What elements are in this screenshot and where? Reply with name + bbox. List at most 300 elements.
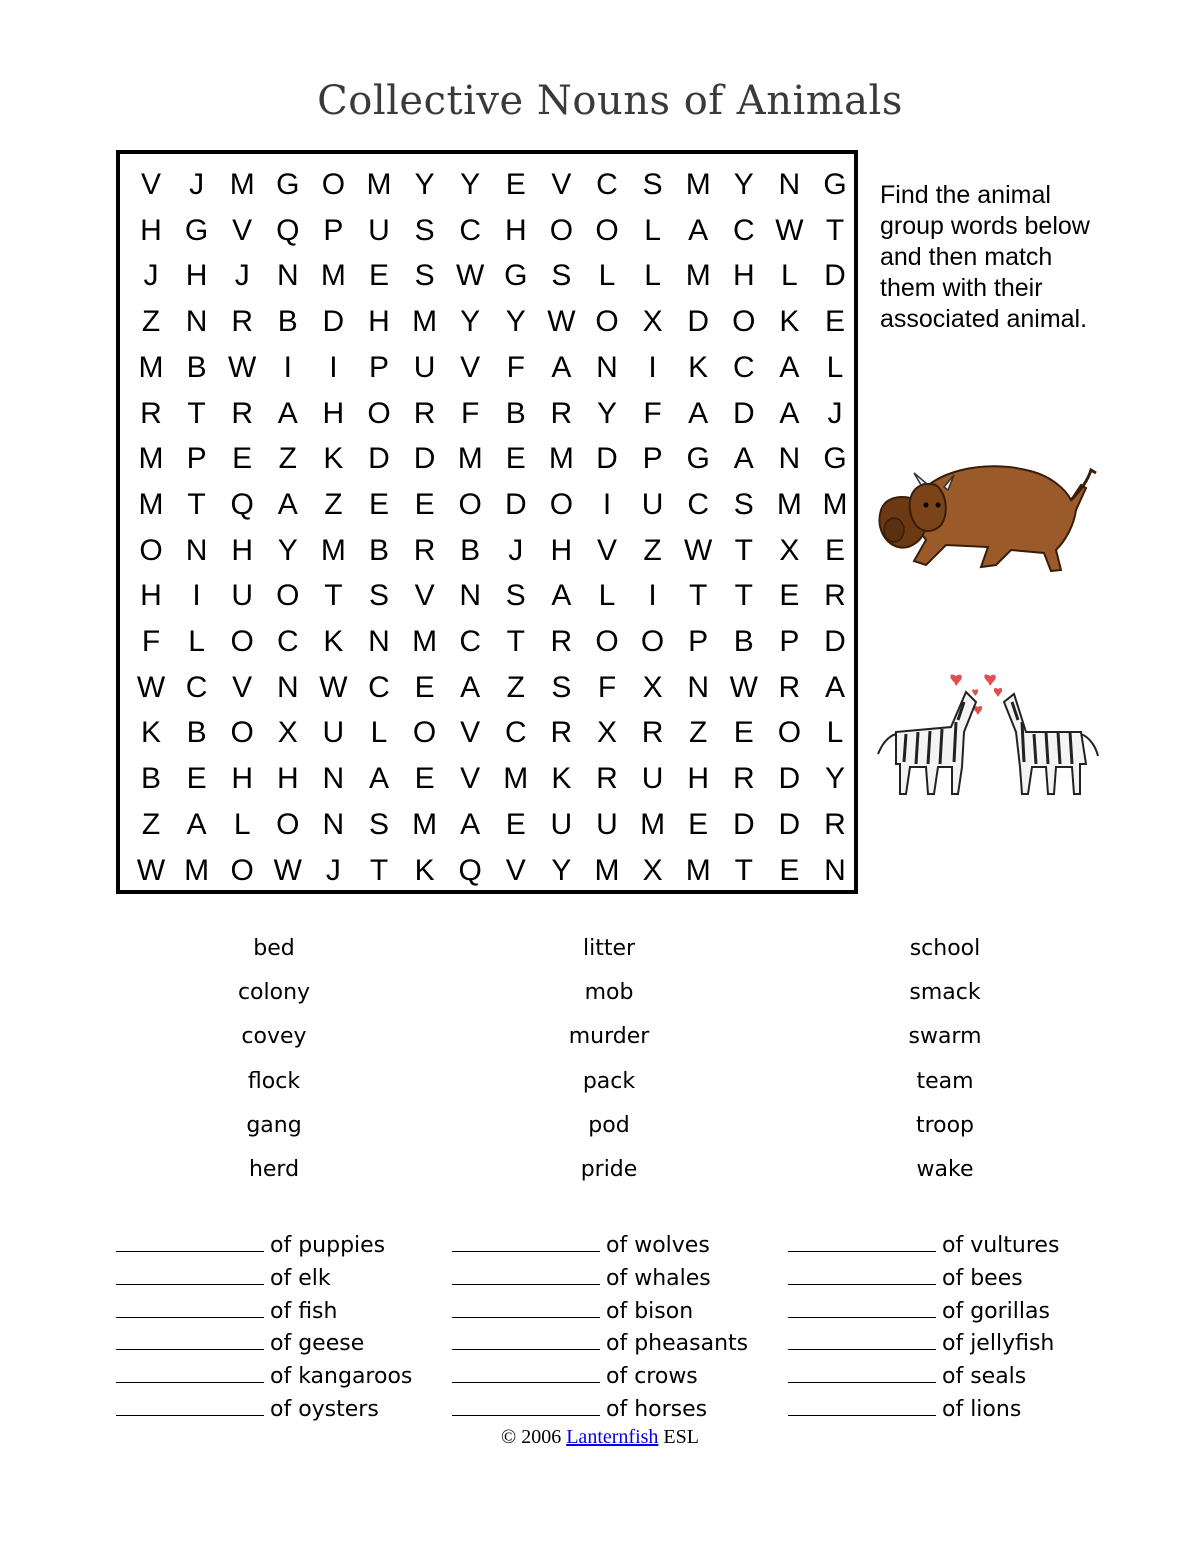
grid-letter[interactable]: M (685, 853, 711, 887)
grid-letter[interactable]: O (732, 305, 756, 339)
grid-letter[interactable]: U (231, 579, 254, 613)
grid-letter[interactable]: D (687, 305, 710, 339)
grid-letter[interactable]: D (413, 442, 436, 476)
grid-letter[interactable]: S (551, 259, 572, 293)
answer-blank[interactable] (452, 1262, 600, 1285)
answer-blank[interactable] (788, 1327, 936, 1350)
match-row (788, 1229, 1118, 1262)
grid-letter[interactable]: H (504, 213, 527, 247)
grid-letter[interactable]: E (186, 762, 207, 796)
grid-letter[interactable]: B (460, 533, 481, 567)
page-title: Collective Nouns of Animals (317, 78, 903, 124)
grid-letter[interactable]: C (596, 168, 618, 201)
grid-letter[interactable]: A (186, 807, 207, 841)
grid-letter[interactable]: D (504, 487, 527, 521)
grid-letter[interactable]: O (640, 625, 665, 658)
grid-letter[interactable]: E (779, 579, 800, 613)
grid-letter[interactable]: J (325, 853, 341, 887)
grid-letter[interactable]: M (320, 533, 346, 567)
grid-letter[interactable]: Z (324, 487, 343, 521)
grid-letter[interactable]: A (551, 579, 572, 613)
grid-letter[interactable]: Y (551, 853, 572, 887)
grid-letter[interactable]: M (138, 350, 164, 384)
grid-letter[interactable]: K (323, 442, 344, 476)
answer-blank[interactable] (116, 1360, 264, 1383)
grid-letter[interactable]: X (642, 853, 663, 887)
grid-letter[interactable]: F (597, 670, 617, 704)
match-row (788, 1295, 1118, 1328)
grid-letter[interactable]: W (273, 853, 302, 887)
grid-letter[interactable]: W (319, 670, 348, 704)
grid-letter[interactable]: M (503, 762, 529, 796)
grid-letter[interactable]: Y (414, 168, 435, 201)
grid-letter[interactable]: J (234, 259, 250, 293)
grid-letter[interactable]: T (734, 533, 753, 567)
grid-letter[interactable]: U (368, 213, 390, 247)
answer-blank[interactable] (116, 1327, 264, 1350)
grid-letter[interactable]: A (688, 396, 709, 430)
match-animal-label: of bison (606, 1298, 694, 1324)
grid-letter[interactable]: Z (141, 305, 161, 339)
grid-letter[interactable]: M (685, 168, 711, 201)
match-animal-label: of wolves (606, 1233, 710, 1258)
grid-letter[interactable]: B (505, 396, 526, 430)
grid-letter[interactable]: R (550, 716, 573, 750)
grid-letter[interactable]: J (508, 533, 524, 567)
grid-letter[interactable]: E (414, 670, 435, 704)
grid-letter[interactable]: W (684, 533, 713, 567)
grid-letter[interactable]: F (461, 396, 480, 430)
grid-letter[interactable]: T (187, 396, 206, 430)
grid-letter[interactable]: D (732, 396, 755, 430)
grid-letter[interactable]: D (322, 305, 345, 339)
grid-letter[interactable]: L (598, 579, 616, 613)
grid-letter[interactable]: N (185, 533, 208, 567)
grid-letter[interactable]: T (734, 853, 753, 887)
grid-letter[interactable]: V (232, 213, 253, 247)
grid-letter[interactable]: K (551, 762, 572, 796)
grid-row (120, 619, 854, 665)
grid-letter[interactable]: N (824, 853, 846, 887)
grid-letter[interactable]: T (369, 853, 389, 887)
grid-letter[interactable]: O (595, 625, 619, 658)
grid-letter[interactable]: S (642, 168, 663, 201)
grid-letter[interactable]: D (824, 259, 846, 293)
grid-letter[interactable]: V (140, 168, 161, 201)
grid-letter[interactable]: J (827, 396, 843, 430)
grid-letter[interactable]: U (641, 762, 664, 796)
grid-letter[interactable]: T (825, 213, 845, 247)
grid-letter[interactable]: M (457, 442, 483, 476)
grid-letter[interactable]: R (413, 533, 436, 567)
grid-letter[interactable]: O (139, 533, 163, 567)
grid-letter[interactable]: G (823, 442, 847, 476)
grid-letter[interactable]: A (733, 442, 754, 476)
grid-letter[interactable]: I (648, 579, 657, 613)
grid-letter[interactable]: I (329, 350, 338, 384)
grid-letter[interactable]: C (687, 487, 710, 521)
answer-blank[interactable] (116, 1262, 264, 1285)
grid-letter[interactable]: O (230, 625, 254, 658)
grid-letter[interactable]: W (136, 670, 166, 704)
grid-letter[interactable]: M (594, 853, 620, 887)
grid-letter[interactable]: M (229, 168, 255, 201)
grid-letter[interactable]: O (595, 213, 619, 247)
grid-letter[interactable]: V (460, 762, 481, 796)
grid-row (120, 391, 854, 437)
word-list-column-2 (509, 932, 709, 1197)
grid-letter[interactable]: L (826, 716, 844, 750)
grid-letter[interactable]: U (322, 716, 345, 750)
grid-letter[interactable]: R (550, 396, 573, 430)
grid-letter[interactable]: M (548, 442, 574, 476)
word-list-item: pod (588, 1112, 630, 1138)
grid-letter[interactable]: W (775, 213, 804, 247)
grid-letter[interactable]: W (547, 305, 576, 339)
grid-letter[interactable]: B (733, 625, 754, 658)
grid-letter[interactable]: Z (278, 442, 297, 476)
grid-letter[interactable]: R (596, 762, 618, 796)
grid-letter[interactable]: P (323, 213, 344, 247)
grid-row (120, 299, 854, 345)
grid-letter[interactable]: T (506, 625, 525, 658)
grid-letter[interactable]: N (276, 670, 299, 704)
grid-letter[interactable]: L (644, 259, 661, 293)
grid-letter[interactable]: L (644, 213, 661, 247)
grid-letter[interactable]: K (323, 625, 344, 658)
grid-letter[interactable]: A (277, 396, 298, 430)
grid-letter[interactable]: J (143, 259, 159, 293)
grid-letter[interactable]: A (779, 350, 800, 384)
grid-letter[interactable]: H (140, 579, 162, 613)
grid-letter[interactable]: R (413, 396, 436, 430)
grid-letter[interactable]: S (505, 579, 526, 613)
grid-letter[interactable]: T (689, 579, 708, 613)
grid-letter[interactable]: R (140, 396, 162, 430)
answer-blank[interactable] (788, 1262, 936, 1285)
grid-letter[interactable]: V (414, 579, 435, 613)
grid-letter[interactable]: C (732, 350, 755, 384)
grid-letter[interactable]: W (456, 259, 485, 293)
answer-blank[interactable] (788, 1360, 936, 1383)
grid-row (120, 208, 854, 254)
grid-letter[interactable]: Z (689, 716, 708, 750)
grid-letter[interactable]: S (414, 259, 435, 293)
grid-letter[interactable]: C (504, 716, 527, 750)
grid-letter[interactable]: E (232, 442, 253, 476)
grid-letter[interactable]: M (412, 625, 438, 658)
grid-letter[interactable]: Z (141, 807, 161, 841)
grid-letter[interactable]: N (322, 807, 345, 841)
grid-letter[interactable]: X (642, 305, 663, 339)
grid-letter[interactable]: Y (460, 305, 481, 339)
grid-letter[interactable]: H (687, 762, 710, 796)
grid-letter[interactable]: D (732, 807, 755, 841)
grid-letter[interactable]: H (231, 762, 254, 796)
grid-letter[interactable]: Y (277, 533, 298, 567)
grid-letter[interactable]: S (414, 213, 435, 247)
grid-letter[interactable]: H (550, 533, 573, 567)
grid-letter[interactable]: I (283, 350, 292, 384)
word-list-item: pride (580, 1156, 638, 1182)
match-animal-label: of bees (942, 1265, 1023, 1291)
grid-letter[interactable]: O (777, 716, 802, 750)
grid-letter[interactable]: O (458, 487, 482, 521)
grid-letter[interactable]: H (322, 396, 345, 430)
grid-letter[interactable]: G (504, 259, 528, 293)
grid-letter[interactable]: L (233, 807, 251, 841)
grid-letter[interactable]: C (459, 625, 482, 658)
answer-blank[interactable] (116, 1393, 264, 1416)
grid-letter[interactable]: H (368, 305, 390, 339)
grid-letter[interactable]: S (368, 807, 389, 841)
grid-letter[interactable]: Z (506, 670, 525, 704)
grid-letter[interactable]: W (228, 350, 257, 384)
answer-blank[interactable] (452, 1229, 600, 1252)
grid-row (120, 802, 854, 848)
grid-letter[interactable]: B (186, 716, 207, 750)
grid-letter[interactable]: T (187, 487, 206, 521)
grid-letter[interactable]: E (414, 762, 435, 796)
grid-letter[interactable]: L (598, 259, 616, 293)
grid-letter[interactable]: N (459, 579, 482, 613)
grid-letter[interactable]: C (368, 670, 390, 704)
grid-letter[interactable]: O (321, 168, 346, 201)
grid-letter[interactable]: U (596, 807, 618, 841)
grid-letter[interactable]: D (778, 762, 801, 796)
grid-letter[interactable]: H (276, 762, 299, 796)
grid-letter[interactable]: I (648, 350, 657, 384)
grid-letter[interactable]: B (368, 533, 389, 567)
grid-letter[interactable]: F (141, 625, 161, 658)
grid-letter[interactable]: M (366, 168, 392, 201)
grid-letter[interactable]: N (322, 762, 345, 796)
grid-letter[interactable]: V (596, 533, 617, 567)
grid-letter[interactable]: D (596, 442, 618, 476)
match-row (452, 1262, 782, 1295)
grid-letter[interactable]: Q (230, 487, 254, 521)
grid-letter[interactable]: H (185, 259, 208, 293)
grid-letter[interactable]: J (189, 168, 205, 201)
grid-letter[interactable]: K (779, 305, 800, 339)
grid-letter[interactable]: K (140, 716, 161, 750)
grid-letter[interactable]: I (602, 487, 612, 521)
grid-letter[interactable]: W (729, 670, 758, 704)
grid-letter[interactable]: E (733, 716, 754, 750)
grid-letter[interactable]: O (230, 853, 254, 887)
answer-blank[interactable] (116, 1229, 264, 1252)
grid-letter[interactable]: R (824, 807, 846, 841)
grid-letter[interactable]: M (776, 487, 802, 521)
grid-letter[interactable]: L (188, 625, 205, 658)
grid-letter[interactable]: H (140, 213, 162, 247)
grid-letter[interactable]: L (370, 716, 388, 750)
grid-letter[interactable]: H (732, 259, 755, 293)
grid-letter[interactable]: X (642, 670, 663, 704)
grid-letter[interactable]: M (320, 259, 346, 293)
grid-letter[interactable]: O (412, 716, 437, 750)
grid-letter[interactable]: A (779, 396, 800, 430)
grid-letter[interactable]: A (368, 762, 389, 796)
grid-letter[interactable]: W (136, 853, 166, 887)
grid-letter[interactable]: E (779, 853, 800, 887)
grid-letter[interactable]: Z (643, 533, 662, 567)
grid-letter[interactable]: A (460, 807, 481, 841)
word-search-grid (116, 150, 858, 894)
grid-letter[interactable]: O (595, 305, 619, 339)
match-row (452, 1327, 782, 1360)
grid-letter[interactable]: P (186, 442, 207, 476)
grid-letter[interactable]: E (368, 487, 389, 521)
match-animal-label: of puppies (270, 1233, 386, 1258)
grid-letter[interactable]: Y (505, 305, 526, 339)
grid-letter[interactable]: S (368, 579, 389, 613)
grid-letter[interactable]: T (734, 579, 753, 613)
grid-letter[interactable]: C (459, 213, 482, 247)
grid-letter[interactable]: C (276, 625, 299, 658)
grid-letter[interactable]: R (231, 305, 254, 339)
grid-letter[interactable]: D (824, 625, 846, 658)
grid-letter[interactable]: N (778, 168, 801, 201)
grid-letter[interactable]: B (186, 350, 207, 384)
grid-letter[interactable]: X (277, 716, 298, 750)
grid-letter[interactable]: R (550, 625, 573, 658)
grid-letter[interactable]: M (412, 305, 438, 339)
grid-letter[interactable]: N (185, 305, 208, 339)
answer-blank[interactable] (116, 1295, 264, 1318)
grid-letter[interactable]: C (732, 213, 755, 247)
answer-blank[interactable] (788, 1229, 936, 1252)
grid-letter[interactable]: G (823, 168, 847, 201)
grid-letter[interactable]: O (549, 213, 574, 247)
grid-letter[interactable]: C (185, 670, 208, 704)
grid-letter[interactable]: X (596, 716, 617, 750)
grid-letter[interactable]: E (688, 807, 709, 841)
grid-letter[interactable]: N (368, 625, 390, 658)
match-animal-label: of oysters (270, 1396, 379, 1422)
grid-letter[interactable]: M (412, 807, 438, 841)
grid-letter[interactable]: A (460, 670, 481, 704)
grid-letter[interactable]: M (138, 487, 164, 521)
grid-letter[interactable]: O (367, 396, 391, 430)
grid-letter[interactable]: V (460, 716, 481, 750)
answer-blank[interactable] (452, 1360, 600, 1383)
grid-letter[interactable]: N (596, 350, 618, 384)
grid-letter[interactable]: R (824, 579, 846, 613)
answer-blank[interactable] (452, 1327, 600, 1350)
grid-letter[interactable]: E (505, 442, 526, 476)
grid-letter[interactable]: E (824, 305, 845, 339)
grid-letter[interactable]: V (232, 670, 253, 704)
grid-letter[interactable]: I (192, 579, 201, 613)
match-row (452, 1229, 782, 1262)
grid-letter[interactable]: A (277, 487, 298, 521)
grid-letter[interactable]: P (642, 442, 663, 476)
grid-letter[interactable]: P (779, 625, 800, 658)
grid-letter[interactable]: O (276, 807, 300, 841)
grid-letter[interactable]: M (685, 259, 711, 293)
grid-letter[interactable]: D (368, 442, 390, 476)
grid-letter[interactable]: K (688, 350, 709, 384)
grid-letter[interactable]: A (551, 350, 572, 384)
grid-letter[interactable]: A (688, 213, 709, 247)
answer-blank[interactable] (452, 1393, 600, 1416)
word-list-item: herd (248, 1156, 300, 1182)
grid-letter[interactable]: F (506, 350, 525, 384)
grid-letter[interactable]: L (781, 259, 798, 293)
grid-letter[interactable]: P (688, 625, 709, 658)
grid-letter[interactable]: Q (276, 213, 300, 247)
grid-letter[interactable]: V (505, 853, 526, 887)
word-list-item: wake (916, 1156, 974, 1182)
grid-letter[interactable]: Y (824, 762, 845, 796)
grid-letter[interactable]: E (824, 533, 845, 567)
grid-letter[interactable]: D (778, 807, 801, 841)
grid-letter[interactable]: R (778, 670, 801, 704)
grid-letter[interactable]: S (733, 487, 754, 521)
grid-letter[interactable]: A (824, 670, 845, 704)
match-row (116, 1393, 446, 1426)
grid-letter[interactable]: N (276, 259, 299, 293)
grid-letter[interactable]: E (505, 168, 526, 201)
grid-letter[interactable]: Y (733, 168, 754, 201)
grid-letter[interactable]: O (230, 716, 254, 750)
grid-letter[interactable]: V (460, 350, 481, 384)
grid-letter[interactable]: S (551, 670, 572, 704)
match-row (116, 1295, 446, 1328)
grid-letter[interactable]: N (778, 442, 801, 476)
grid-letter[interactable]: L (826, 350, 844, 384)
grid-letter[interactable]: R (641, 716, 664, 750)
grid-letter[interactable]: M (822, 487, 848, 521)
grid-letter[interactable]: R (732, 762, 755, 796)
grid-letter[interactable]: H (231, 533, 254, 567)
grid-letter[interactable]: M (138, 442, 164, 476)
grid-letter[interactable]: F (643, 396, 662, 430)
grid-letter[interactable]: E (414, 487, 435, 521)
grid-letter[interactable]: M (184, 853, 210, 887)
match-row (788, 1327, 1118, 1360)
grid-letter[interactable]: X (779, 533, 800, 567)
grid-letter[interactable]: Y (596, 396, 617, 430)
grid-letter[interactable]: M (640, 807, 666, 841)
answer-blank[interactable] (452, 1295, 600, 1318)
grid-letter[interactable]: R (231, 396, 254, 430)
grid-letter[interactable]: U (550, 807, 573, 841)
answer-blank[interactable] (788, 1393, 936, 1416)
grid-letter[interactable]: Y (460, 168, 481, 201)
grid-letter[interactable]: N (687, 670, 710, 704)
grid-letter[interactable]: B (140, 762, 161, 796)
grid-letter[interactable]: U (641, 487, 664, 521)
grid-letter[interactable]: G (276, 168, 300, 201)
grid-letter[interactable]: G (686, 442, 710, 476)
grid-letter[interactable]: O (276, 579, 300, 613)
grid-letter[interactable]: G (184, 213, 209, 247)
grid-letter[interactable]: B (277, 305, 298, 339)
grid-letter[interactable]: E (505, 807, 526, 841)
grid-letter[interactable]: E (368, 259, 389, 293)
grid-letter[interactable]: Q (458, 853, 482, 887)
grid-letter[interactable]: O (549, 487, 574, 521)
grid-letter[interactable]: U (413, 350, 436, 384)
grid-letter[interactable]: P (368, 350, 389, 384)
grid-letter[interactable]: K (414, 853, 435, 887)
grid-letter[interactable]: V (551, 168, 572, 201)
answer-blank[interactable] (788, 1295, 936, 1318)
grid-letter[interactable]: T (324, 579, 343, 613)
lanternfish-link[interactable]: Lanternfish (566, 1426, 659, 1448)
